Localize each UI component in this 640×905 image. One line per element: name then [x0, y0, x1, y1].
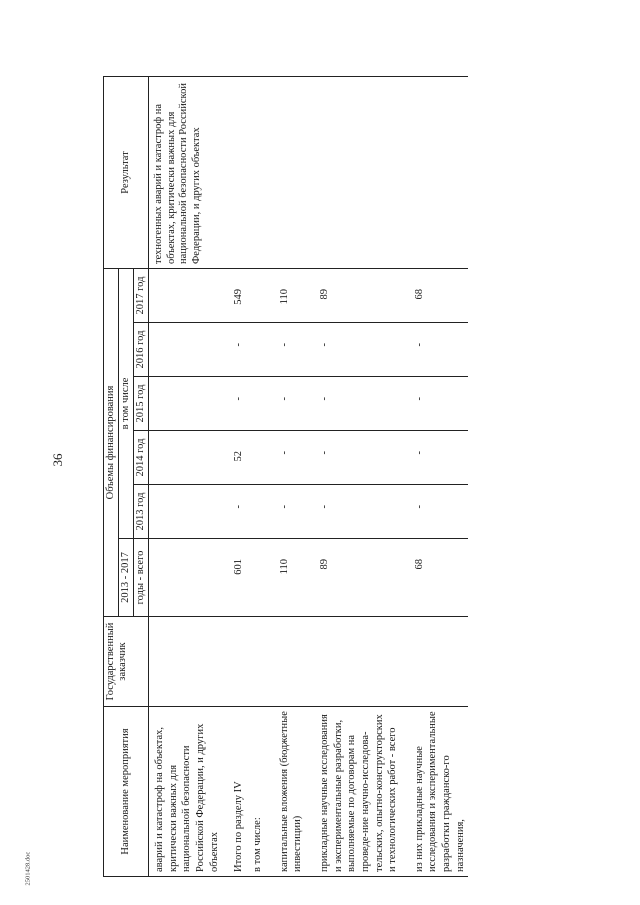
header-state-customer: Государственный заказчик: [104, 617, 149, 707]
row-total: 110: [266, 539, 306, 617]
continuation-result-cell: техногенных аварий и катастроф на объектах, критически важных для национальной безопасности Российской Федерации, и других объектах: [149, 76, 223, 268]
row-name: из них прикладные научные исследования и экспериментальные разработки гражданско-го назначения,: [401, 707, 469, 877]
table-row-section-total: [222, 76, 247, 876]
row-customer: [401, 617, 469, 707]
continuation-name-cell: аварий и катастроф на объектах, критически важных для национальной безопасности Российской Федерации, и других объектах: [149, 707, 223, 877]
row-2014: -: [266, 431, 306, 485]
row-2014: -: [401, 431, 469, 485]
rotated-page-content: [103, 77, 603, 877]
row-2015: -: [401, 377, 469, 431]
row-name: Итого по разделу IV: [222, 707, 247, 877]
row-2016: -: [222, 323, 247, 377]
header-total-label: годы - всего: [135, 550, 147, 605]
row-name: в том числе:: [247, 707, 266, 877]
row-2013: -: [401, 485, 469, 539]
page-number: 36: [50, 453, 65, 467]
row-2014: -: [306, 431, 401, 485]
row-2017: 549: [222, 268, 247, 322]
table-header: [104, 76, 149, 876]
row-2017: 68: [401, 268, 469, 322]
header-including: в том числе: [119, 268, 134, 538]
table-row-civil-research: [401, 76, 469, 876]
row-2015: -: [266, 377, 306, 431]
document-file-id: 2501428.doc: [24, 851, 32, 886]
table-row-applied-research: [306, 76, 401, 876]
row-2016: -: [401, 323, 469, 377]
row-2014: 52: [222, 431, 247, 485]
row-customer: [266, 617, 306, 707]
header-year-2014: 2014 год: [134, 431, 149, 485]
row-2016: -: [266, 323, 306, 377]
table-body: [149, 76, 469, 876]
header-year-2013: 2013 год: [134, 485, 149, 539]
row-2013: -: [222, 485, 247, 539]
table-row-capital-investment: [266, 76, 306, 876]
row-2016: -: [306, 323, 401, 377]
header-total-period: 2013 - 2017: [119, 539, 134, 616]
row-2013: -: [266, 485, 306, 539]
header-funding-volumes: Объемы финансирования: [104, 268, 119, 616]
header-total: [119, 539, 149, 617]
row-customer: [222, 617, 247, 707]
row-name: прикладные научные исследования и экспериментальные разработки, выполняемые по договорам на проведе-ние научно-исследова-тельских, опытно-конструкторских и технологических работ - всего: [306, 707, 401, 877]
table-row-including: [247, 76, 266, 876]
header-year-2017: 2017 год: [134, 268, 149, 322]
header-year-2015: 2015 год: [134, 377, 149, 431]
row-customer: [306, 617, 401, 707]
row-2015: -: [306, 377, 401, 431]
header-result: Результат: [104, 76, 149, 268]
row-total: 68: [401, 539, 469, 617]
row-2013: -: [306, 485, 401, 539]
row-total: 601: [222, 539, 247, 617]
header-event-name: Наименование мероприятия: [104, 707, 149, 877]
row-total: 89: [306, 539, 401, 617]
row-2017: 89: [306, 268, 401, 322]
table-row-continuation: [149, 76, 223, 876]
row-2017: 110: [266, 268, 306, 322]
row-2015: -: [222, 377, 247, 431]
row-name: капитальные вложения (бюджетные инвестиции): [266, 707, 306, 877]
funding-table: [103, 76, 468, 877]
header-year-2016: 2016 год: [134, 323, 149, 377]
